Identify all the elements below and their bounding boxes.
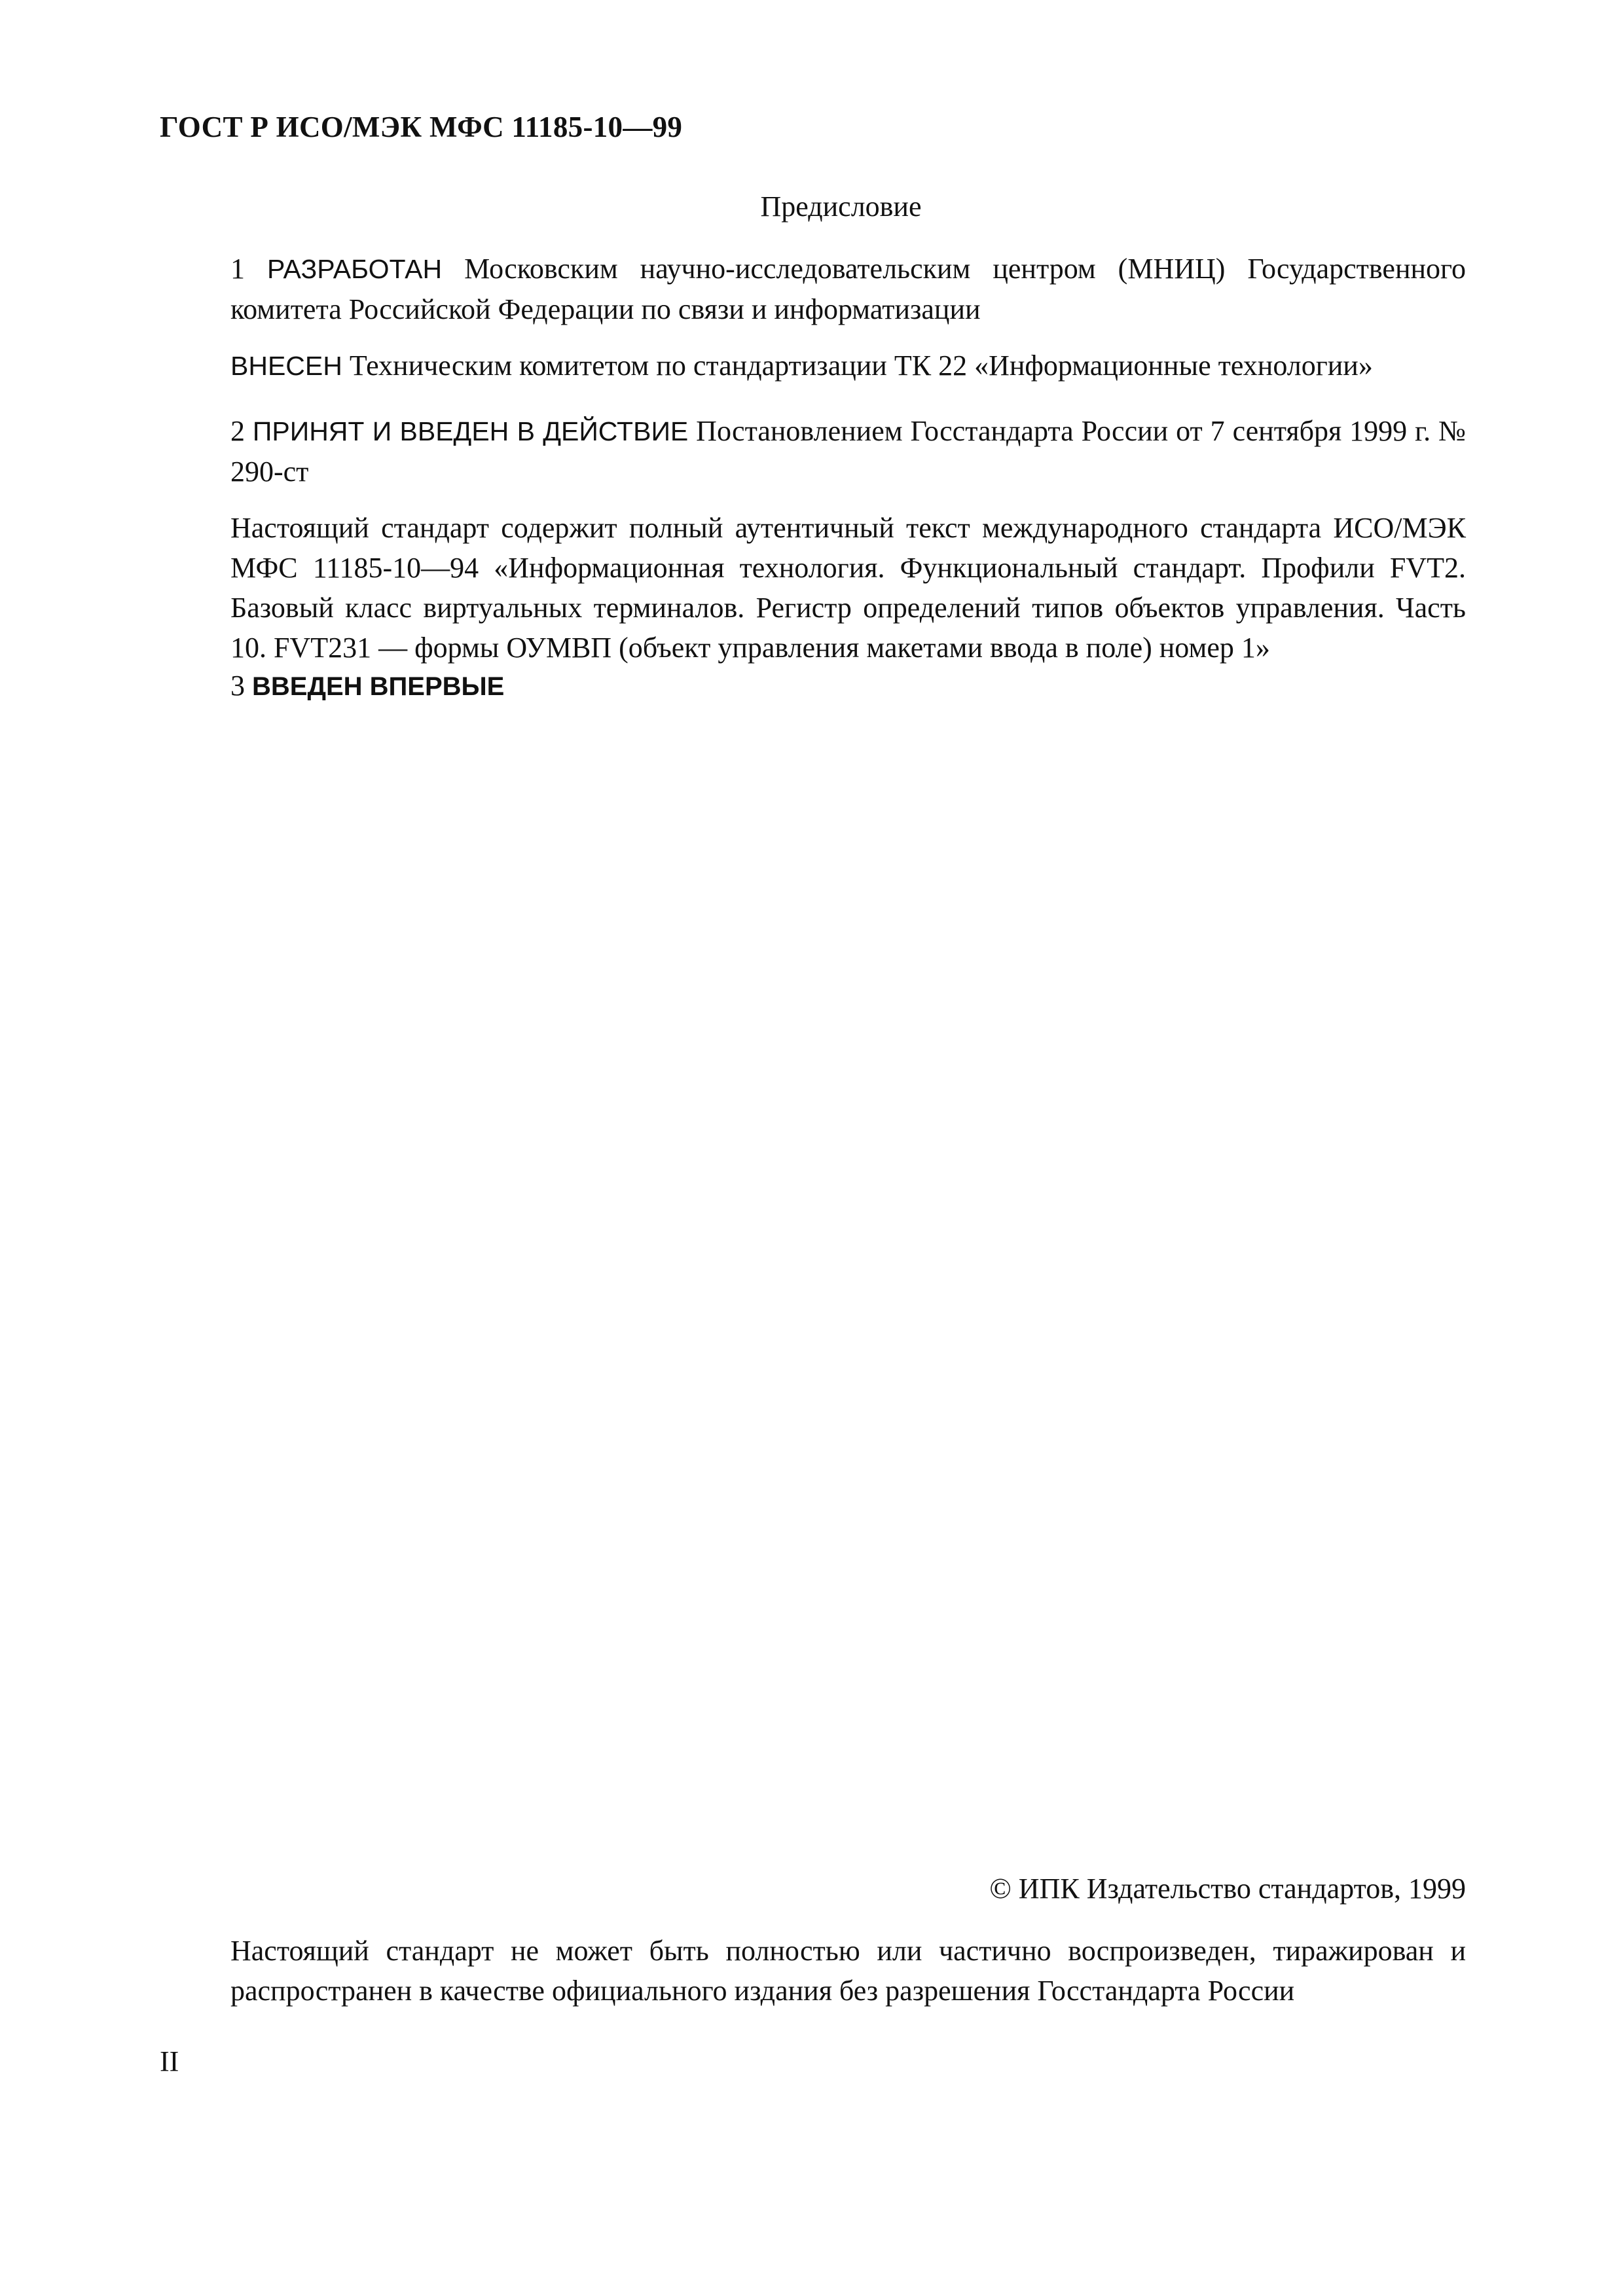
item-3-lead: ВВЕДЕН ВПЕРВЫЕ — [252, 672, 505, 701]
preface-item-2b — [160, 508, 1466, 668]
item-1-number: 1 — [230, 253, 245, 285]
copyright-line: © ИПК Издательство стандартов, 1999 — [989, 1873, 1466, 1905]
document-code-header: ГОСТ Р ИСО/МЭК МФС 11185-10—99 — [160, 111, 683, 143]
preface-item-3 — [160, 666, 1466, 707]
page-number: II — [160, 2045, 179, 2077]
copyright-notice — [160, 1931, 1466, 2011]
item-2b-text: Настоящий стандарт содержит полный аутентичный текст международного стандарта ИСО/МЭК МФС 11185-10—94 «Информационная технология. Функциональный стандарт. Профили FVT2. Базовый класс виртуальных терминалов. Регистр определений типов объектов управления. Часть 10. FVT231 — формы ОУМВП (объект управления макетами ввода в поле) номер 1» — [230, 512, 1466, 664]
item-3-number: 3 — [230, 670, 245, 702]
item-1-lead: РАЗРАБОТАН — [266, 254, 443, 284]
copyright-notice-text: Настоящий стандарт не может быть полностью или частично воспроизведен, тиражирован и распространен в качестве официального издания без разрешения Госстандарта России — [230, 1935, 1466, 2007]
preface-title: Предисловие — [760, 190, 922, 223]
item-2-number: 2 — [230, 415, 245, 447]
preface-item-1b — [160, 346, 1466, 386]
preface-item-1 — [160, 249, 1466, 329]
preface-item-2 — [160, 411, 1466, 492]
item-1b-lead: ВНЕСЕН — [230, 351, 342, 381]
item-1-text: Московским научно-исследовательским центром (МНИЦ) Государственного комитета Российской Федерации по связи и информатизации — [230, 253, 1466, 325]
item-2-lead: ПРИНЯТ И ВВЕДЕН В ДЕЙСТВИЕ — [252, 416, 689, 446]
item-2-text: Постановлением Госстандарта России от 7 сентября 1999 г. № 290-ст — [230, 415, 1466, 488]
item-1b-text: Техническим комитетом по стандартизации ТК 22 «Информационные технологии» — [349, 350, 1373, 382]
